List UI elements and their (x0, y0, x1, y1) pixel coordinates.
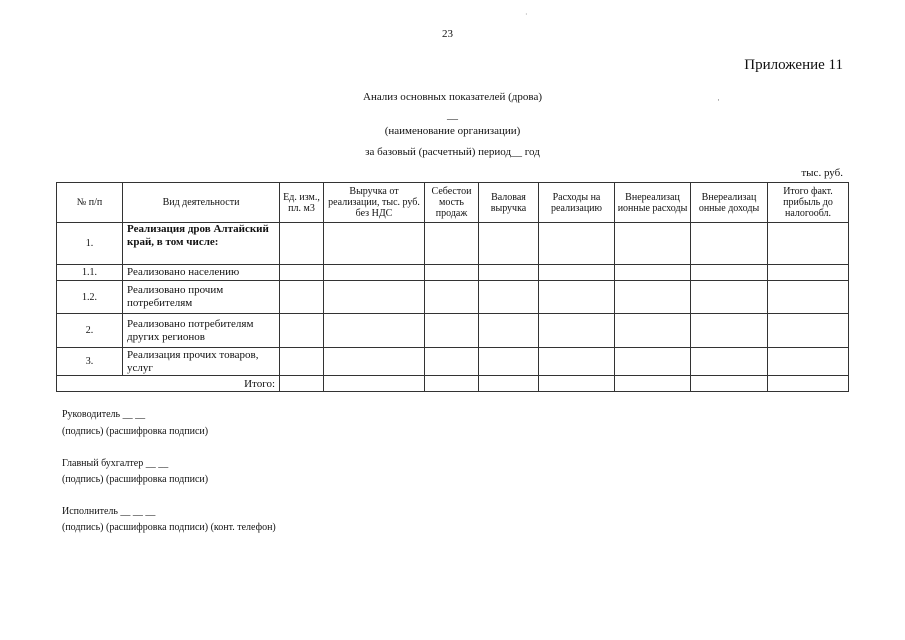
table-cell (768, 223, 849, 265)
row-activity: Реализовано населению (123, 265, 280, 281)
total-row (57, 376, 849, 392)
header-cell: Внереализац ионные расходы (615, 183, 691, 223)
header-cell: Себестои мость продаж (425, 183, 479, 223)
header-cell: Выручка от реализации, тыс. руб. без НДС (324, 183, 425, 223)
header-cell: № п/п (57, 183, 123, 223)
table-cell (280, 348, 324, 376)
table-header-row (57, 183, 849, 223)
table-cell (615, 223, 691, 265)
page-number: 23 (442, 28, 453, 40)
table-cell (479, 376, 539, 392)
organization-blank: __ (447, 109, 458, 121)
table-cell (615, 376, 691, 392)
table-cell (691, 348, 768, 376)
table-cell (324, 376, 425, 392)
table-cell (280, 376, 324, 392)
row-number: 2. (57, 314, 123, 348)
table-cell (280, 281, 324, 314)
table-cell (425, 348, 479, 376)
table-cell (615, 314, 691, 348)
row-number: 1.2. (57, 281, 123, 314)
table-cell (425, 223, 479, 265)
table-cell (324, 314, 425, 348)
table-cell (768, 314, 849, 348)
table-cell (539, 376, 615, 392)
table-cell (539, 348, 615, 376)
head-signature-line: Руководитель __ __ (62, 409, 146, 420)
header-cell: Внереализац онные доходы (691, 183, 768, 223)
table-row (57, 348, 849, 376)
table-cell (425, 281, 479, 314)
head-signature-caption: (подпись) (расшифровка подписи) (62, 426, 209, 437)
executor-signature-line: Исполнитель __ __ __ (62, 506, 156, 517)
scan-mark: · (717, 95, 720, 105)
table-cell (425, 265, 479, 281)
header-cell: Вид деятельности (123, 183, 280, 223)
table-cell (280, 223, 324, 265)
row-number: 1.1. (57, 265, 123, 281)
units-label: тыс. руб. (801, 167, 843, 179)
table-row (57, 223, 849, 265)
period-line: за базовый (расчетный) период__ год (365, 146, 540, 158)
table-cell (479, 281, 539, 314)
indicators-table (56, 182, 849, 392)
header-cell: Расходы на реализацию (539, 183, 615, 223)
row-activity: Реализация прочих товаров, услуг (123, 348, 280, 376)
table-cell (425, 314, 479, 348)
table-cell (479, 265, 539, 281)
row-activity: Реализовано потребителям других регионов (123, 314, 280, 348)
table-cell (539, 265, 615, 281)
table-cell (479, 223, 539, 265)
accountant-signature-line: Главный бухгалтер __ __ (62, 458, 169, 469)
table-row (57, 265, 849, 281)
table-cell (691, 223, 768, 265)
table-cell (615, 348, 691, 376)
table-cell (691, 265, 768, 281)
table-cell (615, 281, 691, 314)
table-cell (768, 376, 849, 392)
table-cell (768, 281, 849, 314)
table-cell (324, 281, 425, 314)
document-title: Анализ основных показателей (дрова) (363, 91, 542, 103)
table-cell (280, 265, 324, 281)
row-number: 1. (57, 223, 123, 265)
table-cell (691, 376, 768, 392)
table-cell (539, 223, 615, 265)
table-cell (539, 314, 615, 348)
table-row (57, 314, 849, 348)
table-cell (324, 223, 425, 265)
table-cell (768, 265, 849, 281)
table-row (57, 281, 849, 314)
header-cell: Итого факт. прибыль до налогообл. (768, 183, 849, 223)
accountant-signature-caption: (подпись) (расшифровка подписи) (62, 474, 209, 485)
header-cell: Ед. изм., пл. м3 (280, 183, 324, 223)
total-label: Итого: (57, 376, 280, 392)
header-cell: Валовая выручка (479, 183, 539, 223)
table-cell (691, 314, 768, 348)
table-cell (280, 314, 324, 348)
table-cell (691, 281, 768, 314)
table-cell (425, 376, 479, 392)
table-cell (479, 314, 539, 348)
organization-caption: (наименование организации) (384, 125, 521, 137)
table-cell (324, 348, 425, 376)
table-cell (324, 265, 425, 281)
appendix-label: Приложение 11 (744, 57, 843, 73)
executor-signature-caption: (подпись) (расшифровка подписи) (конт. телефон) (62, 522, 276, 533)
table-cell (539, 281, 615, 314)
table-cell (615, 265, 691, 281)
row-number: 3. (57, 348, 123, 376)
scan-mark: · (525, 10, 528, 19)
row-activity: Реализация дров Алтайский край, в том числе: (123, 223, 280, 265)
table-cell (479, 348, 539, 376)
row-activity: Реализовано прочим потребителям (123, 281, 280, 314)
table-cell (768, 348, 849, 376)
